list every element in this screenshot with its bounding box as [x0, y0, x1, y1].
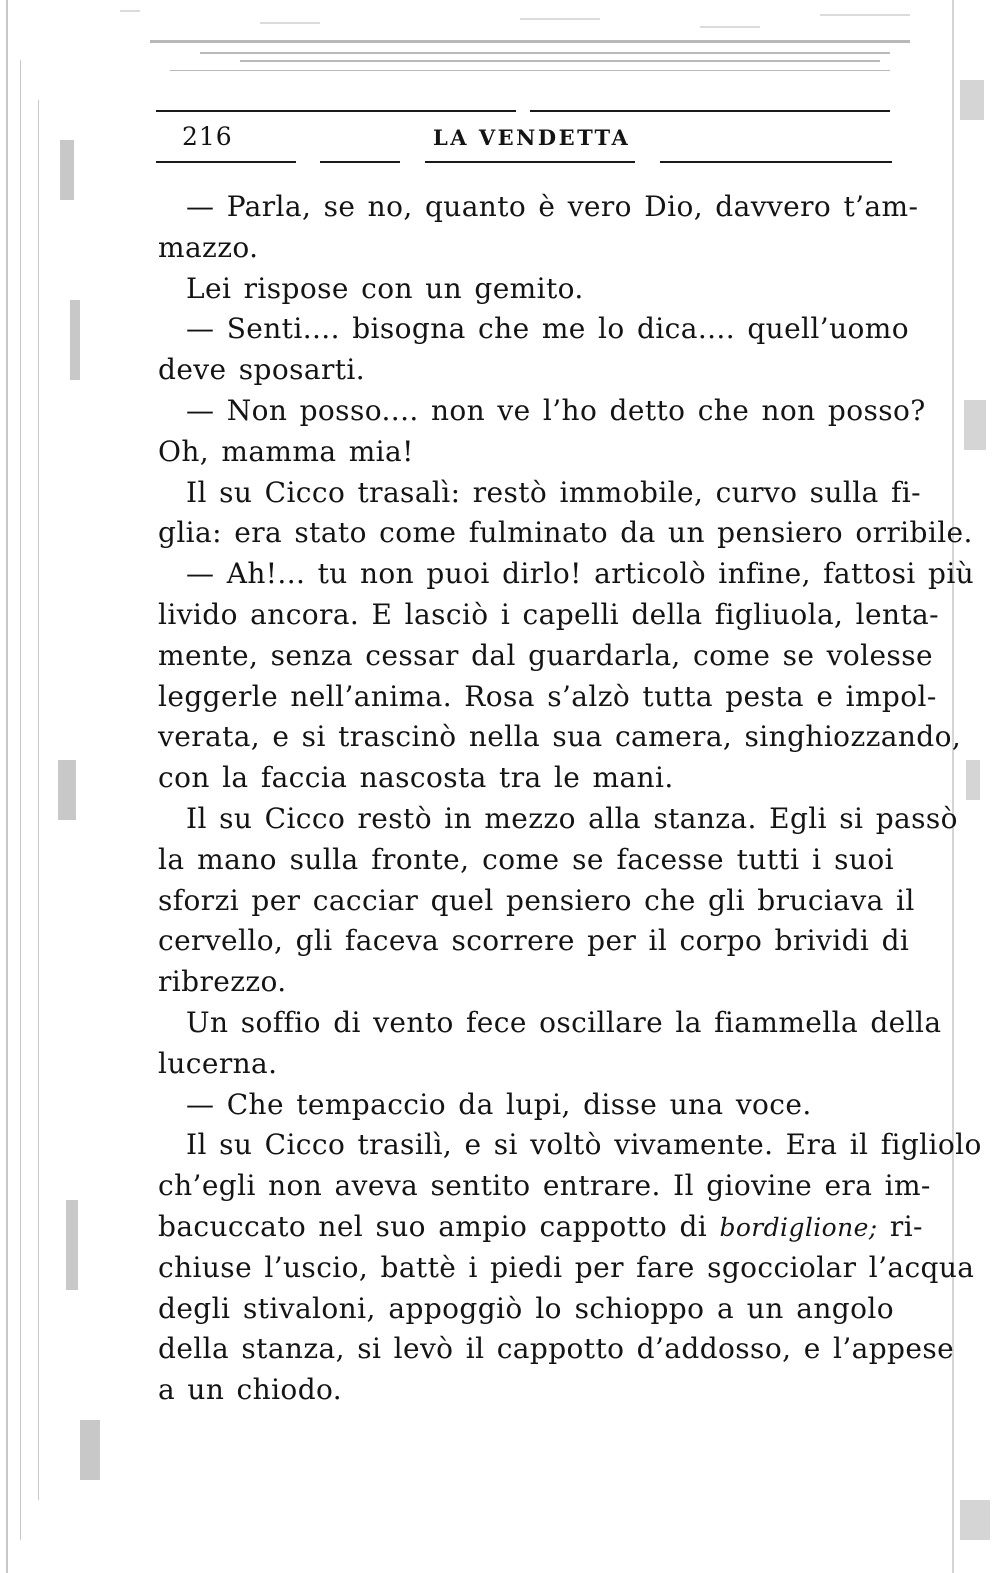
- scan-noise-top: [0, 0, 997, 110]
- text-line: Lei rispose con un gemito.: [186, 271, 584, 305]
- text-line: Il su Cicco trasilì, e si voltò vivamente. Era il figliolo: [186, 1128, 982, 1162]
- header-rule-top-left: [156, 110, 516, 112]
- header-rule-bottom-2: [320, 161, 400, 163]
- text-line: — Senti.... bisogna che me lo dica.... quell’uomo: [186, 312, 909, 346]
- text-line: degli stivaloni, appoggiò lo schioppo a un angolo: [158, 1291, 894, 1325]
- text-line: Un soffio di vento fece oscillare la fiammella della: [186, 1005, 942, 1039]
- header-rule-bottom-4: [660, 161, 892, 163]
- text-line: mazzo.: [158, 230, 259, 264]
- text-line: — Parla, se no, quanto è vero Dio, davvero t’am-: [186, 190, 919, 223]
- running-header: [158, 122, 894, 158]
- text-line: Oh, mamma mia!: [158, 434, 414, 468]
- body-text: [158, 187, 982, 1411]
- text-line: — Ah!... tu non puoi dirlo! articolò infine, fattosi più: [186, 557, 975, 591]
- header-rule-bottom-3: [425, 161, 635, 163]
- text-line: Il su Cicco restò in mezzo alla stanza. Egli si passò: [186, 801, 958, 835]
- text-line: — Che tempaccio da lupi, disse una voce.: [186, 1087, 812, 1121]
- header-rule-top-right: [530, 110, 890, 112]
- header-rule-bottom-1: [156, 161, 296, 163]
- text-line: leggerle nell’anima. Rosa s’alzò tutta pesta e impol-: [158, 679, 937, 713]
- text-line: Il su Cicco trasalì: restò immobile, curvo sulla fi-: [186, 475, 921, 509]
- text-line-with-italic: [158, 1207, 923, 1248]
- text-span: ri-: [889, 1209, 923, 1243]
- text-line: verata, e si trascinò nella sua camera, singhiozzando,: [158, 720, 962, 754]
- text-line: sforzi per cacciar quel pensiero che gli bruciava il: [158, 883, 915, 917]
- text-line: della stanza, si levò il cappotto d’addosso, e l’appese: [158, 1332, 955, 1366]
- text-line: mente, senza cessar dal guardarla, come se volesse: [158, 638, 933, 672]
- page-number: 216: [182, 122, 233, 151]
- text-line: a un chiodo.: [158, 1373, 343, 1407]
- text-line: livido ancora. E lasciò i capelli della figliuola, lenta-: [158, 597, 940, 631]
- text-line: ch’egli non aveva sentito entrare. Il giovine era im-: [158, 1169, 931, 1203]
- text-line: deve sposarti.: [158, 353, 366, 387]
- text-line: ribrezzo.: [158, 965, 287, 999]
- text-line: cervello, gli faceva scorrere per il corpo brividi di: [158, 924, 910, 958]
- text-line: chiuse l’uscio, battè i piedi per fare sgocciolar l’acqua: [158, 1250, 975, 1284]
- text-span: bacuccato nel suo ampio cappotto di: [158, 1209, 708, 1243]
- italic-word: bordiglione;: [719, 1212, 878, 1242]
- text-line: glia: era stato come fulminato da un pensiero orribile.: [158, 516, 973, 550]
- text-line: con la faccia nascosta tra le mani.: [158, 761, 674, 795]
- running-title: LA VENDETTA: [433, 125, 631, 150]
- text-line: la mano sulla fronte, come se facesse tutti i suoi: [158, 842, 894, 876]
- scan-noise-left: [0, 0, 120, 1573]
- text-line: — Non posso.... non ve l’ho detto che non posso?: [186, 393, 926, 427]
- text-line: lucerna.: [158, 1046, 278, 1080]
